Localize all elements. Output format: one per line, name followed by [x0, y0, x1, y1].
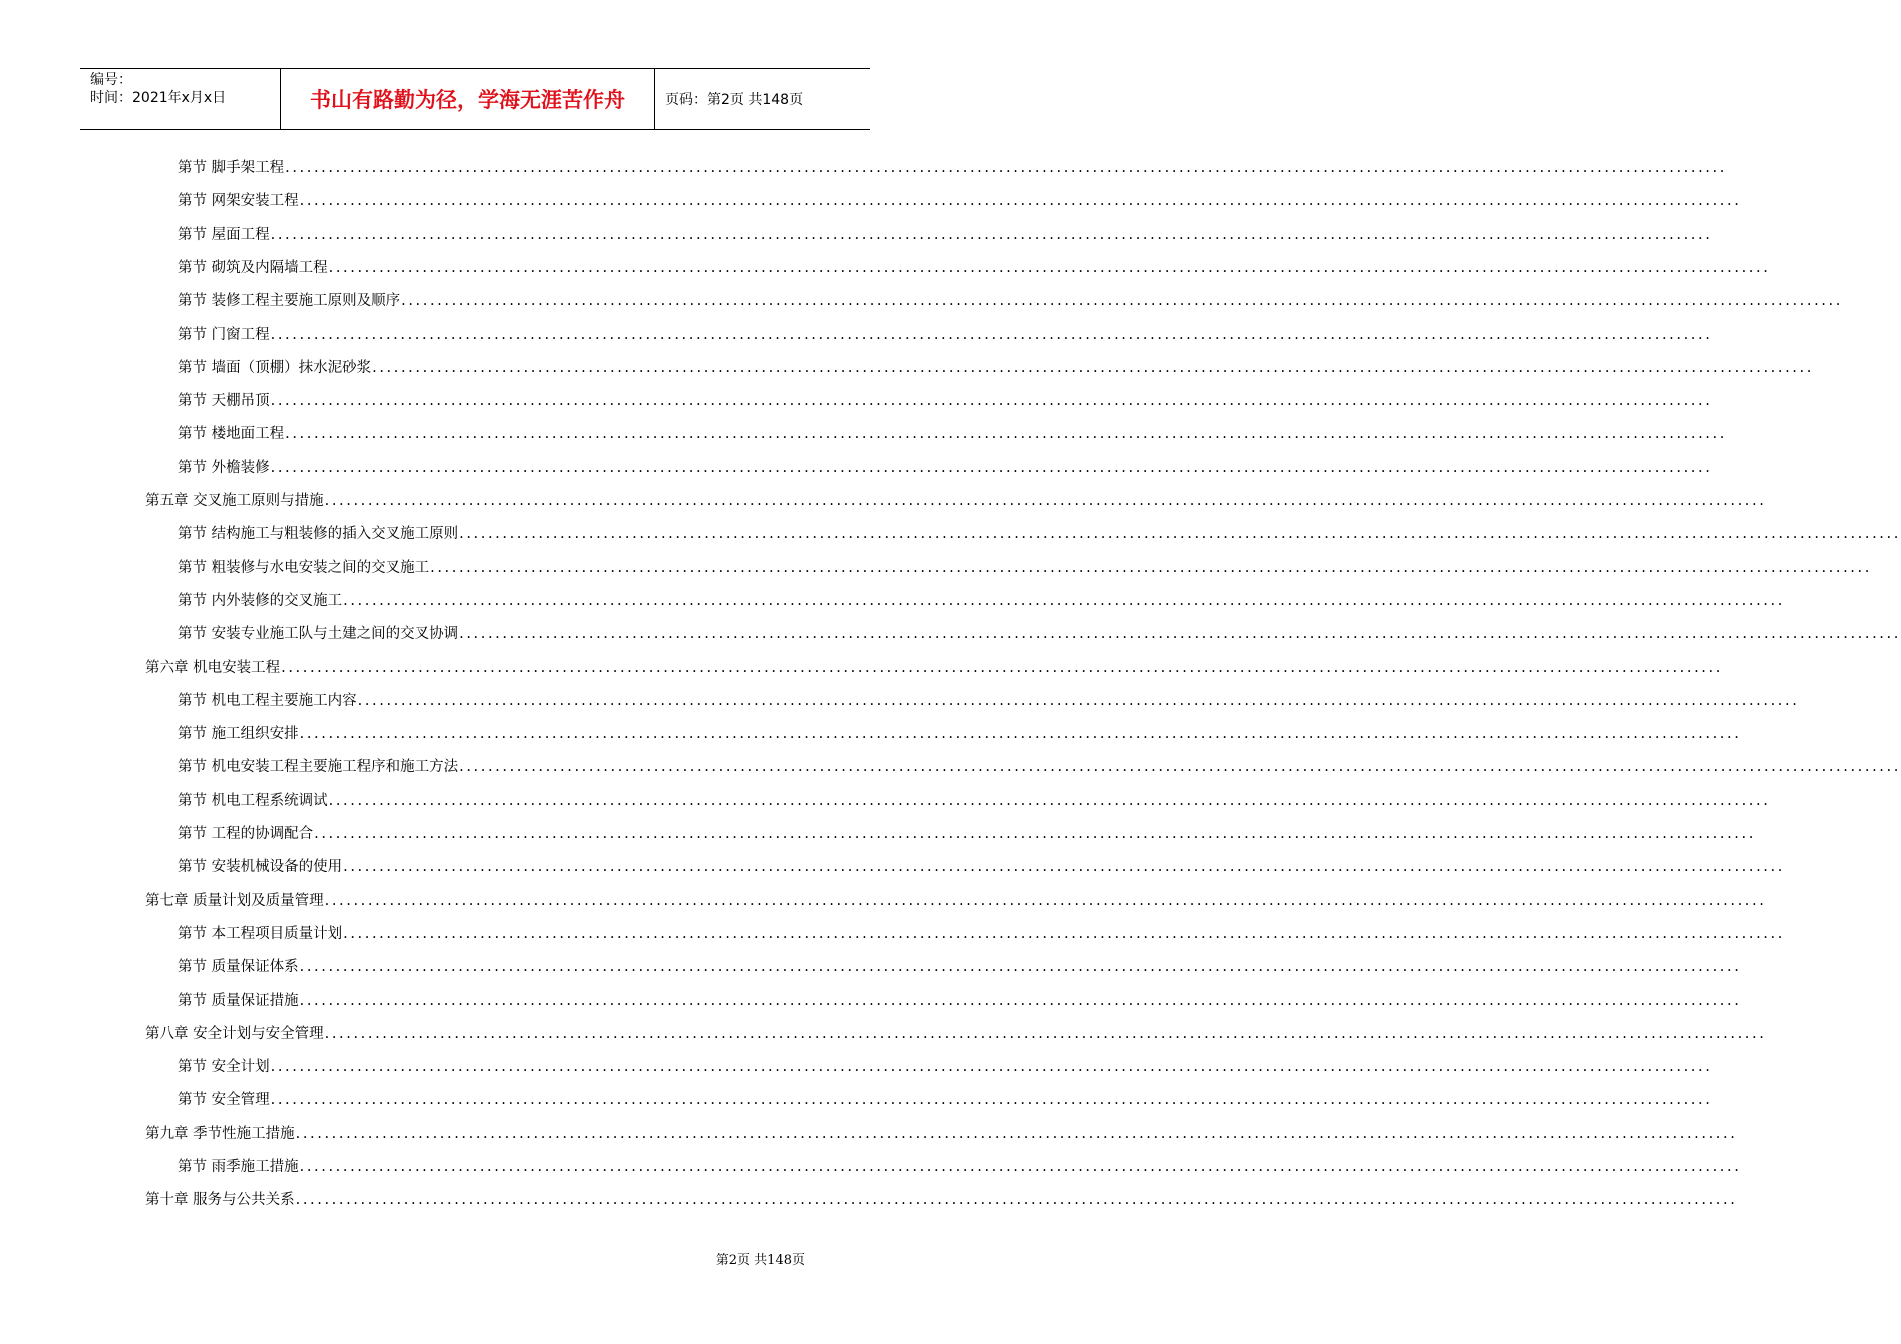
toc-entry-title: 第九章 季节性施工措施: [145, 1125, 295, 1142]
toc-entry-title: 第节 屋面工程: [178, 226, 270, 243]
toc-dot-leader: ........................................................................................................................................................................................................: [299, 959, 1742, 976]
toc-entry-title: 第五章 交叉施工原则与措施: [145, 493, 324, 509]
toc-entry-title: 第节 装修工程主要施工原则及顺序: [178, 293, 401, 310]
toc-dot-leader: ........................................................................................................................................................................................................: [324, 493, 1767, 509]
toc-section-entry[interactable]: [178, 1088, 1713, 1112]
toc-dot-leader: ........................................................................................................................................................................................................: [270, 393, 1713, 410]
toc-chapter-entry[interactable]: [145, 889, 1767, 913]
document-time-label: 时间：2021年x月x日: [90, 90, 227, 106]
toc-dot-leader: ........................................................................................................................................................................................................: [324, 892, 1767, 909]
toc-dot-leader: ........................................................................................................................................................................................................: [357, 692, 1800, 709]
toc-section-entry[interactable]: [178, 356, 1814, 380]
toc-section-entry[interactable]: [178, 556, 1872, 580]
toc-entry-title: 第节 墙面（顶棚）抹水泥砂浆: [178, 359, 372, 376]
toc-dot-leader: ........................................................................................................................................................................................................: [459, 526, 1901, 543]
toc-chapter-entry[interactable]: [145, 489, 1767, 513]
toc-section-entry[interactable]: [178, 689, 1800, 713]
toc-chapter-entry[interactable]: [145, 1022, 1767, 1046]
toc-entry-title: 第节 门窗工程: [178, 326, 270, 343]
toc-section-entry[interactable]: [178, 989, 1742, 1013]
toc-section-entry[interactable]: [178, 289, 1843, 313]
toc-section-entry[interactable]: [178, 456, 1713, 480]
toc-entry-title: 第节 工程的协调配合: [178, 826, 314, 842]
toc-dot-leader: ........................................................................................................................................................................................................: [270, 1092, 1713, 1109]
toc-entry-title: 第节 安全管理: [178, 1092, 270, 1109]
toc-section-entry[interactable]: [178, 323, 1713, 347]
toc-section-entry[interactable]: [178, 789, 1771, 813]
toc-dot-leader: ........................................................................................................................................................................................................: [270, 459, 1713, 476]
toc-section-entry[interactable]: [178, 189, 1742, 213]
toc-dot-leader: ........................................................................................................................................................................................................: [372, 359, 1814, 376]
document-number-label: 编号：: [90, 72, 132, 88]
toc-entry-title: 第节 安装机械设备的使用: [178, 859, 343, 876]
toc-dot-leader: ........................................................................................................................................................................................................: [299, 726, 1742, 743]
toc-entry-title: 第节 安装专业施工队与土建之间的交叉协调: [178, 626, 459, 643]
header-motto: 书山有路勤为径，学海无涯苦作舟: [281, 69, 655, 129]
toc-dot-leader: ........................................................................................................................................................................................................: [343, 925, 1785, 942]
toc-section-entry[interactable]: [178, 955, 1742, 979]
toc-entry-title: 第节 结构施工与粗装修的插入交叉施工原则: [178, 526, 459, 543]
toc-dot-leader: ........................................................................................................................................................................................................: [299, 193, 1742, 210]
toc-entry-title: 第节 质量保证体系: [178, 959, 299, 976]
toc-entry-title: 第节 机电安装工程主要施工程序和施工方法: [178, 759, 459, 776]
toc-dot-leader: ........................................................................................................................................................................................................: [343, 592, 1785, 609]
toc-section-entry[interactable]: [178, 722, 1742, 746]
toc-section-entry[interactable]: [178, 622, 1901, 646]
toc-entry-title: 第节 施工组织安排: [178, 726, 299, 743]
toc-section-entry[interactable]: [178, 589, 1785, 613]
toc-chapter-entry[interactable]: [145, 1122, 1738, 1146]
toc-entry-title: 第节 外檐装修: [178, 459, 270, 476]
toc-entry-title: 第节 安全计划: [178, 1059, 270, 1076]
toc-entry-title: 第八章 安全计划与安全管理: [145, 1025, 324, 1042]
toc-dot-leader: ........................................................................................................................................................................................................: [328, 259, 1771, 276]
toc-chapter-entry[interactable]: [145, 656, 1723, 680]
toc-dot-leader: ........................................................................................................................................................................................................: [299, 992, 1742, 1009]
toc-section-entry[interactable]: [178, 922, 1785, 946]
toc-entry-title: 第十章 服务与公共关系: [145, 1192, 295, 1209]
toc-dot-leader: ........................................................................................................................................................................................................: [328, 792, 1771, 809]
toc-section-entry[interactable]: [178, 1155, 1742, 1179]
toc-dot-leader: ........................................................................................................................................................................................................: [430, 559, 1872, 576]
toc-entry-title: 第节 机电工程系统调试: [178, 792, 328, 809]
toc-entry-title: 第节 天棚吊顶: [178, 393, 270, 410]
toc-entry-title: 第节 质量保证措施: [178, 992, 299, 1009]
toc-dot-leader: ........................................................................................................................................................................................................: [299, 1159, 1742, 1175]
page-footer: 第2页 共148页: [715, 1253, 805, 1268]
toc-dot-leader: ........................................................................................................................................................................................................: [459, 759, 1901, 776]
toc-section-entry[interactable]: [178, 389, 1713, 413]
toc-dot-leader: ........................................................................................................................................................................................................: [324, 1025, 1767, 1042]
toc-entry-title: 第节 本工程项目质量计划: [178, 925, 343, 942]
toc-dot-leader: ........................................................................................................................................................................................................: [281, 659, 1723, 676]
toc-section-entry[interactable]: [178, 256, 1771, 280]
toc-dot-leader: ........................................................................................................................................................................................................: [343, 859, 1785, 876]
toc-dot-leader: ........................................................................................................................................................................................................: [295, 1192, 1738, 1209]
toc-entry-title: 第节 楼地面工程: [178, 426, 285, 443]
toc-entry-title: 第节 砌筑及内隔墙工程: [178, 259, 328, 276]
toc-section-entry[interactable]: [178, 855, 1785, 879]
toc-dot-leader: ........................................................................................................................................................................................................: [314, 826, 1756, 842]
header-page-label: 页码：第2页 共148页: [665, 92, 804, 108]
page-header: [80, 68, 870, 130]
toc-section-entry[interactable]: [178, 522, 1901, 546]
toc-section-entry[interactable]: [178, 822, 1756, 846]
toc-dot-leader: ........................................................................................................................................................................................................: [295, 1125, 1738, 1142]
header-meta: [80, 69, 281, 129]
toc-dot-leader: ........................................................................................................................................................................................................: [459, 626, 1901, 643]
toc-entry-title: 第节 机电工程主要施工内容: [178, 692, 357, 709]
toc-entry-title: 第七章 质量计划及质量管理: [145, 892, 324, 909]
toc-entry-title: 第节 粗装修与水电安装之间的交叉施工: [178, 559, 430, 576]
toc-dot-leader: ........................................................................................................................................................................................................: [270, 326, 1713, 343]
toc-dot-leader: ........................................................................................................................................................................................................: [270, 226, 1713, 243]
toc-entry-title: 第节 雨季施工措施: [178, 1159, 299, 1175]
toc-entry-title: 第节 内外装修的交叉施工: [178, 592, 343, 609]
toc-section-entry[interactable]: [178, 156, 1727, 180]
toc-section-entry[interactable]: [178, 223, 1713, 247]
toc-dot-leader: ........................................................................................................................................................................................................: [401, 293, 1843, 310]
toc-dot-leader: ........................................................................................................................................................................................................: [285, 426, 1727, 443]
toc-chapter-entry[interactable]: [145, 1188, 1738, 1212]
toc-section-entry[interactable]: [178, 1055, 1713, 1079]
toc-entry-title: 第节 网架安装工程: [178, 193, 299, 210]
toc-section-entry[interactable]: [178, 755, 1901, 779]
toc-dot-leader: ........................................................................................................................................................................................................: [270, 1059, 1713, 1076]
toc-dot-leader: ........................................................................................................................................................................................................: [285, 160, 1727, 176]
toc-section-entry[interactable]: [178, 422, 1727, 446]
toc-entry-title: 第节 脚手架工程: [178, 160, 285, 176]
toc-entry-title: 第六章 机电安装工程: [145, 659, 281, 676]
